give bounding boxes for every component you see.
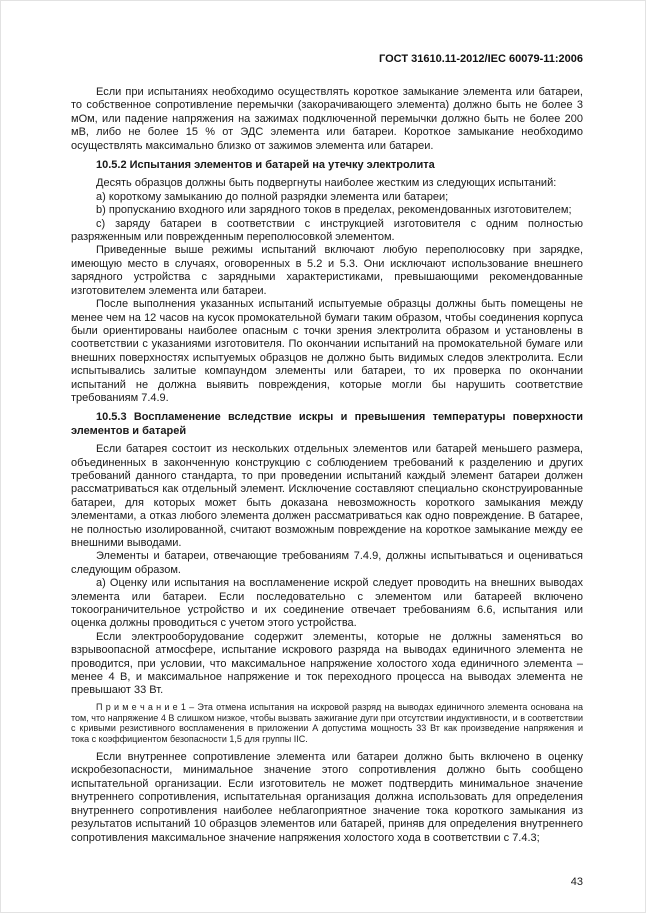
paragraph-single-cell-exception: Если электрооборудование содержит элементы, которые не должны заменяться во взрывоопасной атмосфере, испытание искрового разряда на выводах единичного элемента не проводится, при условии, что максимальное напряжение холостого хода единичного элемента – менее 4 В, и максимальное напряжение и ток переходного процесса на выводах элемента не превышают 33 Вт. bbox=[71, 630, 583, 697]
list-item-b: b) пропусканию входного или зарядного токов в пределах, рекомендованных изготовителем; bbox=[96, 204, 572, 217]
list-item-c: с) заряду батареи в соответствии с инструкцией изготовителя с одним полностью разряженным или поврежденным переполюсовкой элементом. bbox=[71, 217, 583, 244]
section-heading-10-5-2: 10.5.2 Испытания элементов и батарей на утечку электролита bbox=[96, 159, 435, 172]
paragraph-requirements-749: Элементы и батареи, отвечающие требованиям 7.4.9, должны испытываться и оцениваться следующим образом. bbox=[71, 550, 583, 576]
standard-number-header: ГОСТ 31610.11-2012/IEC 60079-11:2006 bbox=[379, 53, 583, 65]
paragraph-internal-resistance: Если внутреннее сопротивление элемента или батареи должно быть включено в оценку искробезопасности, минимальное значение этого сопротивления должно быть сообщено испытательной организации. Если изготовитель не может подтвердить минимальное значение внутреннего сопротивления, испытательная организация должна использовать для определения внутреннего сопротивления наиболее неблагоприятное значение тока короткого замыкания из результатов испытаний 10 образцов элементов или батарей, приняв для определения внутреннего сопротивления максимальное значение напряжения холостого хода в соответствии с 7.4.3; bbox=[71, 751, 583, 844]
page-number: 43 bbox=[570, 876, 583, 888]
paragraph-blotting-paper: После выполнения указанных испытаний испытуемые образцы должны быть помещены не менее чем на 12 часов на кусок промокательной бумаги таким образом, чтобы соединения корпуса были ориентированы наиболее опасным с точки зрения электролита образом и установлены в соответствии с указаниями изготовителя. По окончании испытаний на промокательной бумаге или внешних поверхностях испытуемых образцов не должно быть видимых следов электролита. Если испытывались залитые компаундом элементы или батареи, то их проверка по окончании испытаний не должна выявить повреждения, которые могли бы нарушить соответствие требованиям 7.4.9. bbox=[71, 298, 583, 404]
paragraph-spark-ignition-assessment: а) Оценку или испытания на воспламенение искрой следует проводить на внешних выводах элемента или батареи. Если последовательно с элементом или батареей включено токоограничительное устройство и их соединение отвечает требованиям 6.6, испытания или оценка должны проводиться с учетом этого устройства. bbox=[71, 577, 583, 630]
paragraph-ten-samples-intro: Десять образцов должны быть подвергнуты наиболее жестким из следующих испытаний: bbox=[96, 177, 557, 190]
paragraph-short-circuit-requirements: Если при испытаниях необходимо осуществлять короткое замыкание элемента или батареи, то собственное сопротивление перемычки (закорачивающего элемента) должно быть не более 3 мОм, или падение напряжения на зажимах подключенной перемычки должно быть не более 200 мВ, либо не более 15 % от ЭДС элемента или батареи. Короткое замыкание необходимо осуществлять максимально близко от зажимов элемента или батареи. bbox=[71, 86, 583, 152]
list-item-a: а) короткому замыканию до полной разрядки элемента или батареи; bbox=[96, 190, 449, 203]
section-heading-10-5-3: 10.5.3 Воспламенение вследствие искры и превышения температуры поверхности элементов и батарей bbox=[71, 411, 583, 437]
paragraph-battery-construction: Если батарея состоит из нескольких отдельных элементов или батарей меньшего размера, объединенных в законченную конструкцию с соблюдением требований к разделению и других требований данного стандарта, то при проведении испытаний каждый элемент батареи должен рассматриваться как отдельный элемент. Исключение составляют специально сконструированные батареи, для которых может быть доказана невозможность короткого замыкания между элементами, а отказ любого элемента должен рассматриваться как одно повреждение. В батарее, не полностью изолированной, считают возможным повреждение на короткое замыкание между ее внешними выводами. bbox=[71, 443, 583, 549]
note-1: П р и м е ч а н и е 1 – Эта отмена испытания на искровой разряд на выводах единичного элемента основана на том, что напряжение 4 В слишком низкое, чтобы вызвать зажигание дуги при отсутствии индуктивности, и в соответствии с кривыми резистивного воспламенения в приложении А допустима мощность 33 Вт как произведение напряжения и тока с коэффициентом безопасности 1,5 для группы IIC. bbox=[71, 701, 583, 745]
paragraph-test-modes: Приведенные выше режимы испытаний включают любую переполюсовку при зарядке, имеющую место в случаях, оговоренных в 5.2 и 5.3. Они исключают использование внешнего зарядного устройства с зарядными характеристиками, превышающими рекомендованные изготовителем элемента или батареи. bbox=[71, 244, 583, 297]
